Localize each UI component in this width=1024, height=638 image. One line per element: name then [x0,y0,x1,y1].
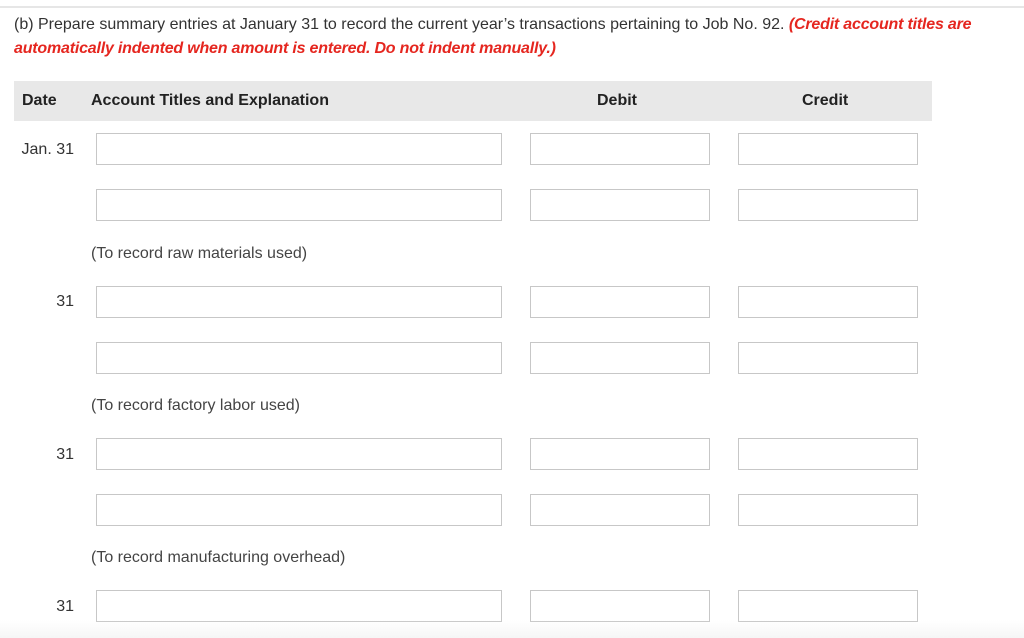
header-account-titles: Account Titles and Explanation [91,92,329,109]
entry-1-line-2-account-input[interactable] [96,189,502,221]
entry-3-line-1-account-input[interactable] [96,438,502,470]
entry-3-line-2-account-input[interactable] [96,494,502,526]
bottom-fade [0,620,1024,638]
entry-3-line-1-debit-input[interactable] [530,438,710,470]
entry-2-line-2-account-input[interactable] [96,342,502,374]
header-date: Date [22,92,57,109]
entry-3-date: 31 [56,446,74,463]
entry-2-line-1-account-input[interactable] [96,286,502,318]
top-divider [0,6,1024,8]
header-debit: Debit [597,92,637,109]
entry-3-line-1-credit-input[interactable] [738,438,918,470]
entry-4-line-1-credit-input[interactable] [738,590,918,622]
table-header [14,81,932,121]
entry-3-line-2-credit-input[interactable] [738,494,918,526]
entry-2-line-1-credit-input[interactable] [738,286,918,318]
entry-1-line-1-debit-input[interactable] [530,133,710,165]
header-credit: Credit [802,92,849,109]
entry-4-line-1-debit-input[interactable] [530,590,710,622]
entry-2-explanation: (To record factory labor used) [91,397,300,414]
entry-1-line-1-account-input[interactable] [96,133,502,165]
entry-1-line-2-debit-input[interactable] [530,189,710,221]
instructions-note: (Credit account titles are automatically indented when amount is entered. Do not indent manually.) [14,16,972,57]
entry-4-date: 31 [56,598,74,615]
entry-1-explanation: (To record raw materials used) [91,245,308,262]
entry-3-explanation: (To record manufacturing overhead) [91,549,346,566]
entry-1-line-2-credit-input[interactable] [738,189,918,221]
entry-1-line-1-credit-input[interactable] [738,133,918,165]
instructions-text: (b) Prepare summary entries at January 31 to record the current year’s transactions pertaining to Job No. 92. [14,16,789,33]
entry-1-date: Jan. 31 [21,141,74,158]
instructions [14,13,1004,61]
entry-3-line-2-debit-input[interactable] [530,494,710,526]
entry-2-line-2-debit-input[interactable] [530,342,710,374]
entry-4-line-1-account-input[interactable] [96,590,502,622]
entry-2-date: 31 [56,293,74,310]
entry-2-line-2-credit-input[interactable] [738,342,918,374]
entry-2-line-1-debit-input[interactable] [530,286,710,318]
